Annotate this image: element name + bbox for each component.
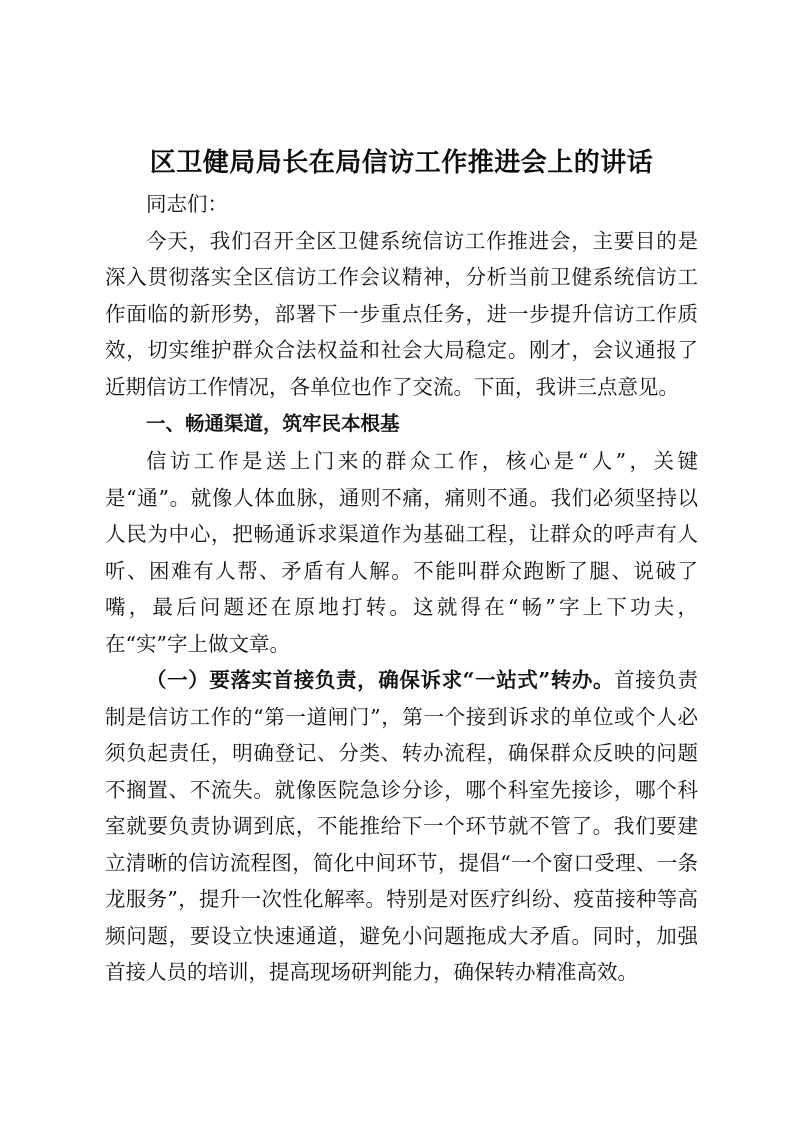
intro-paragraph: 今天，我们召开全区卫健系统信访工作推进会，主要目的是深入贯彻落实全区信访工作会议精神，分析当前卫健系统信访工作面临的新形势，部署下一步重点任务，进一步提升信访工作质效，切实维护群众合法权益和社会大局稳定。刚才，会议通报了近期信访工作情况，各单位也作了交流。下面，我讲三点意见。 [105, 228, 698, 399]
salutation: 同志们： [146, 192, 228, 216]
document-title: 区卫健局局长在局信访工作推进会上的讲话 [149, 148, 654, 178]
item-1-paragraph [105, 662, 698, 991]
document-body [105, 140, 698, 991]
section-heading-1: 一、畅通渠道，筑牢民本根基 [146, 412, 400, 435]
item-1-body: 首接负责制是信访工作的“第一道闸门”，第一个接到诉求的单位或个人必须负起责任，明确登记、分类、转办流程，确保群众反映的问题不搁置、不流失。就像医院急诊分诊，哪个科室先接诊，哪个科室就要负责协调到底，不能推给下一个环节就不管了。我们要建立清晰的信访流程图，简化中间环节，提倡“一个窗口受理、一条龙服务”，提升一次性化解率。特别是对医疗纠纷、疫苗接种等高频问题，要设立快速通道，避免小问题拖成大矛盾。同时，加强首接人员的培训，提高现场研判能力，确保转办精准高效。 [105, 668, 698, 984]
section-1-paragraph: 信访工作是送上门来的群众工作，核心是“人”，关键是“通”。就像人体血脉，通则不痛，痛则不通。我们必须坚持以人民为中心，把畅通诉求渠道作为基础工程，让群众的呼声有人听、困难有人帮、矛盾有人解。不能叫群众跑断了腿、说破了嘴，最后问题还在原地打转。这就得在“畅”字上下功夫，在“实”字上做文章。 [105, 449, 698, 656]
item-1-heading: （一）要落实首接负责，确保诉求“一站式”转办。 [146, 668, 615, 692]
